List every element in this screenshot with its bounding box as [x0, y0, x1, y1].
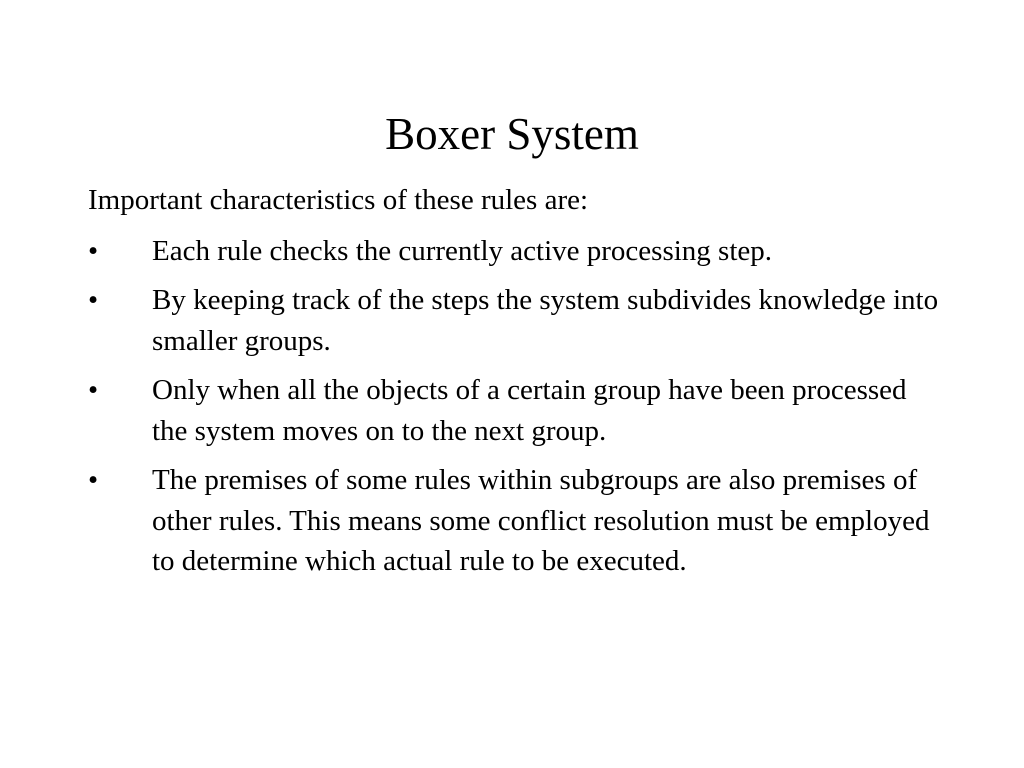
slide-title: Boxer System: [385, 109, 639, 159]
bullet-item: [88, 370, 948, 451]
slide-body: [88, 180, 948, 591]
bullet-item: [88, 280, 948, 361]
bullet-text: The premises of some rules within subgroups are also premises of other rules. This means some conflict resolution must be employed to determine which actual rule to be executed.: [152, 464, 937, 577]
bullet-marker: •: [88, 284, 99, 316]
bullet-text: Only when all the objects of a certain group have been processed the system moves on to the next group.: [152, 374, 922, 447]
bullet-text: Each rule checks the currently active processing step.: [152, 234, 773, 267]
bullet-text: By keeping track of the steps the system subdivides knowledge into smaller groups.: [152, 284, 946, 357]
bullet-marker: •: [88, 464, 99, 496]
bullet-list: [88, 231, 948, 582]
bullet-marker: •: [88, 374, 99, 406]
bullet-item: [88, 231, 948, 272]
bullet-item: [88, 460, 948, 582]
bullet-marker: •: [88, 234, 99, 267]
intro-text: Important characteristics of these rules are:: [88, 184, 589, 216]
